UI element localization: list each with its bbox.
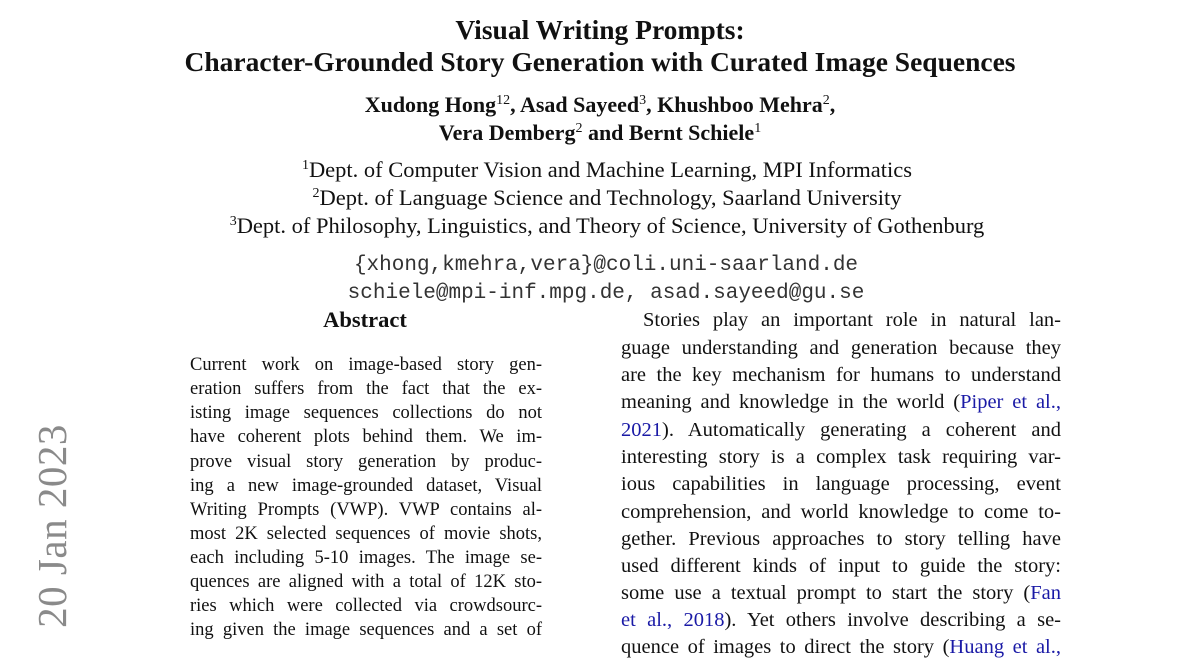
abstract-line: quences are aligned with a total of 12K sto- bbox=[190, 572, 542, 592]
body-line: are the key mechanism for humans to understand bbox=[621, 364, 1061, 386]
author-name: Khushboo Mehra bbox=[657, 92, 823, 117]
affiliation-text: Dept. of Philosophy, Linguistics, and Theory of Science, University of Gothenburg bbox=[236, 213, 985, 238]
author-name: Xudong Hong bbox=[364, 92, 497, 117]
author-name: Bernt Schiele bbox=[628, 120, 755, 145]
author-affil-sup: 12 bbox=[496, 93, 511, 108]
abstract-line: Current work on image-based story gen- bbox=[190, 355, 542, 375]
citation-link-fan-year[interactable]: et al., 2018 bbox=[621, 609, 725, 631]
body-text: ). Automatically generating a coherent and bbox=[662, 419, 1061, 441]
author-affil-sup: 3 bbox=[639, 93, 647, 108]
abstract-line: most 2K selected sequences of movie shots, bbox=[190, 524, 542, 544]
body-line: guage understanding and generation because they bbox=[621, 337, 1061, 359]
abstract-line: each including 5-10 images. The image se- bbox=[190, 548, 542, 568]
affiliation-sup: 1 bbox=[301, 158, 309, 173]
affiliation-text: Dept. of Computer Vision and Machine Learning, MPI Informatics bbox=[308, 157, 913, 182]
abstract-line: have coherent plots behind them. We im- bbox=[190, 427, 542, 447]
author-affil-sup: 2 bbox=[575, 121, 583, 136]
citation-link-fan[interactable]: Fan bbox=[1030, 582, 1061, 604]
author-line-2 bbox=[0, 119, 1200, 147]
abstract-heading: Abstract bbox=[323, 307, 407, 332]
author-name: Asad Sayeed bbox=[519, 92, 640, 117]
citation-link-piper[interactable]: Piper et al., bbox=[960, 391, 1061, 413]
abstract-line: prove visual story generation by produc- bbox=[190, 452, 542, 472]
abstract-line: ing a new image-grounded dataset, Visual bbox=[190, 476, 542, 496]
body-line: gether. Previous approaches to story telling have bbox=[621, 528, 1061, 550]
email-line-2: schiele@mpi-inf.mpg.de, asad.sayeed@gu.se bbox=[347, 282, 865, 305]
affiliation-3 bbox=[0, 212, 1200, 240]
body-text: some use a textual prompt to start the story ( bbox=[621, 582, 1031, 604]
body-line bbox=[621, 389, 1061, 416]
body-text: quence of images to direct the story ( bbox=[621, 636, 950, 658]
abstract-line: isting image sequences collections do not bbox=[190, 403, 542, 423]
author-name: Vera Demberg bbox=[438, 120, 576, 145]
paper-title-line-1: Visual Writing Prompts: bbox=[455, 14, 745, 45]
body-line: used different kinds of input to guide the story: bbox=[621, 555, 1061, 577]
paper-title-line-2: Character-Grounded Story Generation with Curated Image Sequences bbox=[184, 46, 1016, 77]
body-line: ious capabilities in language processing, event bbox=[621, 473, 1061, 495]
author-conjunction: and bbox=[587, 120, 624, 145]
author-affil-sup: 2 bbox=[822, 93, 830, 108]
affiliation-sup: 3 bbox=[229, 214, 237, 229]
body-text: meaning and knowledge in the world ( bbox=[621, 391, 961, 413]
body-line: comprehension, and world knowledge to come to- bbox=[621, 501, 1061, 523]
body-line bbox=[621, 417, 1061, 444]
abstract-line: Writing Prompts (VWP). VWP contains al- bbox=[190, 500, 542, 520]
affiliation-1 bbox=[0, 156, 1200, 184]
body-line: interesting story is a complex task requiring var- bbox=[621, 446, 1061, 468]
affiliation-2 bbox=[0, 184, 1200, 212]
body-line: Stories play an important role in natural lan- bbox=[643, 309, 1061, 331]
email-line-1: {xhong,kmehra,vera}@coli.uni-saarland.de bbox=[353, 254, 859, 277]
affiliation-text: Dept. of Language Science and Technology, Saarland University bbox=[319, 185, 902, 210]
body-line bbox=[621, 607, 1061, 634]
abstract-line: ries which were collected via crowdsourc- bbox=[190, 596, 542, 616]
body-line bbox=[621, 580, 1061, 607]
arxiv-date-stamp: 20 Jan 2023 bbox=[29, 424, 75, 628]
abstract-line: eration suffers from the fact that the ex- bbox=[190, 379, 542, 399]
affiliation-sup: 2 bbox=[312, 186, 320, 201]
abstract-line: ing given the image sequences and a set of bbox=[190, 620, 542, 640]
citation-link-huang[interactable]: Huang et al., bbox=[949, 636, 1061, 658]
author-affil-sup: 1 bbox=[754, 121, 762, 136]
author-line-1: Xudong Hong$^{12}$, Asad Sayeed$^3$, Khushboo Mehra$^2$, bbox=[364, 92, 836, 117]
citation-link-piper-year[interactable]: 2021 bbox=[621, 419, 662, 441]
body-text: ). Yet others involve describing a se- bbox=[724, 609, 1061, 631]
